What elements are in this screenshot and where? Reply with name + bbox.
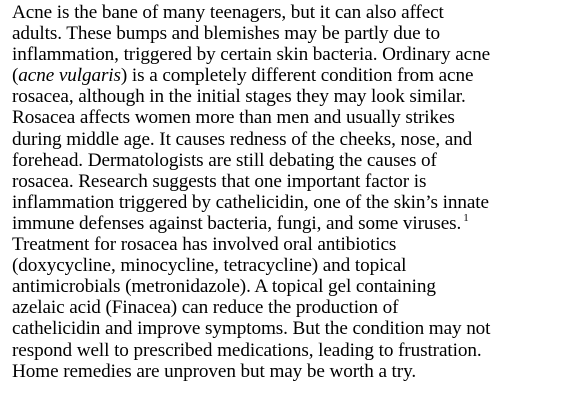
text-run: rosacea. Research suggests that one important factor is	[12, 170, 427, 192]
text-run: ) is a completely different condition from acne	[120, 65, 474, 87]
text-run: (doxycycline, minocycline, tetracycline) and topical	[12, 255, 407, 277]
text-run: forehead. Dermatologists are still debating the causes of	[12, 149, 437, 171]
text-line	[12, 107, 577, 128]
italic-term: acne vulgaris	[18, 65, 121, 87]
text-line	[12, 65, 577, 86]
text-line	[12, 213, 577, 234]
text-run: Acne is the bane of many teenagers, but it can also affect	[12, 2, 444, 23]
text-run: antimicrobials (metronidazole). A topical gel containing	[12, 276, 436, 298]
text-line	[12, 297, 577, 318]
text-line	[12, 192, 577, 213]
text-run: Home remedies are unproven but may be worth a try.	[12, 360, 417, 382]
text-line	[12, 86, 577, 107]
text-line	[12, 361, 577, 382]
text-line	[12, 255, 577, 276]
text-run: inflammation triggered by cathelicidin, one of the skin’s innate	[12, 191, 489, 213]
text-line	[12, 23, 577, 44]
text-line	[12, 318, 577, 339]
text-line	[12, 2, 577, 23]
text-line	[12, 44, 577, 65]
text-line	[12, 234, 577, 255]
text-line	[12, 171, 577, 192]
text-run: immune defenses against bacteria, fungi, and some viruses.	[12, 212, 462, 234]
text-run: azelaic acid (Finacea) can reduce the production of	[12, 297, 399, 319]
text-run: Treatment for rosacea has involved oral antibiotics	[12, 234, 397, 256]
document-body	[12, 2, 577, 382]
footnote-marker: 1	[463, 211, 469, 224]
text-line	[12, 340, 577, 361]
text-run: inflammation, triggered by certain skin bacteria. Ordinary acne	[12, 44, 490, 66]
text-run: during middle age. It causes redness of the cheeks, nose, and	[12, 128, 473, 150]
text-run: (	[12, 65, 19, 87]
text-line	[12, 276, 577, 297]
text-run: adults. These bumps and blemishes may be partly due to	[12, 23, 441, 45]
text-line	[12, 129, 577, 150]
text-run: rosacea, although in the initial stages they may look similar.	[12, 86, 466, 108]
text-run: cathelicidin and improve symptoms. But the condition may not	[12, 318, 491, 340]
text-run: Rosacea affects women more than men and usually strikes	[12, 107, 455, 129]
paragraph	[12, 2, 577, 382]
text-line	[12, 150, 577, 171]
text-run: respond well to prescribed medications, leading to frustration.	[12, 339, 482, 361]
